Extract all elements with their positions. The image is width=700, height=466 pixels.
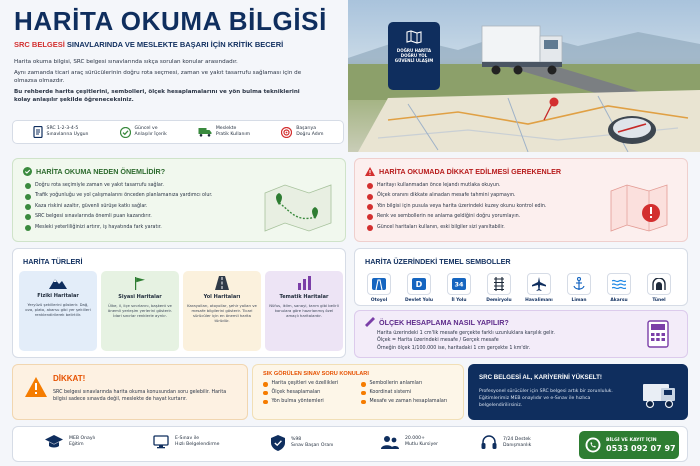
why-important-title: HARİTA OKUMA NEDEN ÖNEMLİDİR? — [36, 167, 166, 176]
list-item: Haritayı kullanmadan önce lejandı mutlaka okuyun. — [367, 181, 546, 191]
list-item: Yön bilgisi için pusula veya harita üzerindeki kuzey okunu kontrol edin. — [367, 202, 546, 212]
intro-paragraph: Bu rehberde harita çeşitlerini, sembolleri, ölçek hesaplamalarını ve yön bulma tekniklerini kolay anlaşılır şekilde öğreneceksiniz. — [14, 89, 300, 103]
list-item: Renk ve sembollerin ne anlama geldiğini doğru yorumlayın. — [367, 212, 546, 222]
route-map-icon — [263, 179, 333, 235]
warning-card — [12, 364, 248, 420]
warning-icon — [25, 377, 47, 397]
symbol-akarsu: Akarsu — [601, 273, 637, 303]
contact-button[interactable] — [579, 431, 679, 459]
career-text: Profesyonel sürücüler için SRC belgesi artık bir zorunluluk. Eğitimlerimiz MEB onaylıdır ve e-Sınav ile hızlıca belgelendirilirsiniz. — [479, 389, 613, 408]
list-item: Kaza riskini azaltır, güvenli sürüşe katkı sağlar. — [25, 202, 212, 212]
map-types-card — [12, 248, 346, 358]
svg-text:34: 34 — [454, 280, 464, 289]
list-item: SRC belgesi sınavlarında önemli puan kazandırır. — [25, 212, 212, 222]
map-types-title: HARİTA TÜRLERİ — [23, 257, 83, 266]
warning-icon — [365, 167, 375, 176]
career-title: SRC BELGESİ AL, KARİYERİNİ YÜKSELT! — [479, 374, 602, 381]
mountain-icon — [49, 276, 67, 289]
list-item: Harita çeşitleri ve özellikleri — [263, 380, 338, 389]
map-warning-icon — [609, 183, 669, 233]
contact-phone[interactable]: 0533 092 07 97 — [606, 443, 676, 453]
map-type-thematic: Tematik Haritalar Nüfus, iklim, sanayi, tarım gibi belirli konulara göre hazırlanmış özel amaçlı haritalardır. — [265, 271, 343, 351]
list-item: Trafik yoğunluğu ve yol çalışmalarını önceden planlamanıza yardımcı olur. — [25, 191, 212, 201]
list-item: Güncel haritaları kullanın, eski bilgiler sizi yanıltabilir. — [367, 223, 546, 233]
symbol-otoyol: Otoyol — [361, 273, 397, 303]
shield-check-icon — [271, 435, 285, 451]
attention-card — [354, 158, 688, 242]
feature-item: Meslekte Pratik Kullanım — [198, 126, 250, 137]
symbol-liman: Liman — [561, 273, 597, 303]
symbols-card — [354, 248, 688, 306]
bottom-item: MEB Onaylı Eğitim — [45, 435, 95, 449]
list-item: Mesleki yeterliliğinizi artırır, iş hayatında fark yaratır. — [25, 223, 212, 233]
map-type-road: Yol Haritaları Karayolları, otoyollar, şehir yolları ve mesafe bilgilerini gösterir. Ticari sürücüler için en önemli harita türüdür. — [183, 271, 261, 351]
feature-item: Başarıya Doğru Adım — [281, 126, 323, 137]
frequent-topics-card — [252, 364, 464, 420]
map-type-physical: Fiziki Haritalar Yeryüzü şekillerini gösterir. Dağ, ova, plato, akarsu gibi yer şekilleri renklendirilerek belirtilir. — [19, 271, 97, 351]
chart-icon — [297, 276, 312, 290]
headset-icon — [481, 435, 497, 450]
list-item: Sembollerin anlamları — [361, 380, 447, 389]
attention-list — [367, 181, 546, 233]
flag-icon — [133, 276, 147, 290]
feature-strip — [12, 120, 344, 144]
anchor-icon — [573, 277, 585, 291]
bottom-item: E-Sınav ile Hızlı Belgelendirme — [153, 435, 219, 449]
intro-paragraph: Harita okuma bilgisi, SRC belgesi sınavlarında sıkça sorulan konular arasındadır. — [14, 59, 238, 65]
hero-badge: DOĞRU HARİTA DOĞRU YOL GÜVENLİ ULAŞIM — [388, 22, 440, 90]
railway-icon — [494, 277, 504, 291]
target-icon — [281, 127, 292, 138]
calculator-icon — [647, 320, 669, 348]
map-type-political: Siyasi Haritalar Ülke, il, ilçe sınırlarını, başkent ve önemli yerleşim yerlerini gösterir. İdari sınırlar renklerle ayrılır. — [101, 271, 179, 351]
tunnel-icon — [652, 278, 666, 290]
airplane-icon — [532, 277, 546, 291]
whatsapp-icon — [585, 437, 601, 453]
why-list — [25, 181, 212, 233]
page-title: HARİTA OKUMA BİLGİSİ — [14, 6, 327, 36]
bottom-item: %98 Sınav Başarı Oranı — [271, 435, 333, 451]
list-item: Ölçek hesaplamaları — [263, 389, 338, 398]
frequent-topics-title: SIK GÖRÜLEN SINAV SORU KONULARI — [263, 371, 369, 377]
otoyol-icon — [372, 278, 386, 290]
road-icon — [214, 276, 230, 290]
intro-text — [14, 58, 314, 107]
bottom-item: 7/24 Destek Danışmanlık — [481, 435, 531, 450]
truck-icon — [641, 381, 679, 409]
bottom-strip — [12, 426, 688, 462]
symbol-il-yolu: 34 İl Yolu — [441, 273, 477, 303]
devlet-yolu-icon — [412, 278, 426, 290]
symbol-demiryolu: Demiryolu — [481, 273, 517, 303]
scale-text: Harita üzerindeki 1 cm'lik mesafe gerçekte farklı uzunluklara karşılık gelir. Ölçek = Harita üzerindeki mesafe / Gerçek mesafe Örneğin ölçek 1/100.000 ise, haritadaki 1 cm gerçekte 1 km'dir. — [377, 331, 555, 351]
bottom-item: 20.000+ Mutlu Kursiyer — [381, 435, 438, 449]
list-item: Yön bulma yöntemleri — [263, 398, 338, 407]
symbols-title: HARİTA ÜZERİNDEKİ TEMEL SEMBOLLER — [365, 257, 511, 266]
frequent-list-left — [263, 380, 338, 406]
truck-icon — [198, 127, 212, 137]
river-icon — [612, 279, 626, 289]
feature-item: SRC 1-2-3-4-5 Sınavlarına Uygun — [33, 126, 89, 138]
scale-title: ÖLÇEK HESAPLAMA NASIL YAPILIR? — [379, 317, 509, 327]
symbol-havalimani: Havalimanı — [521, 273, 557, 303]
list-item: Doğru rota seçimiyle zaman ve yakıt tasarrufu sağlar. — [25, 181, 212, 191]
intro-paragraph: Aynı zamanda ticari araç sürücülerinin doğru rota seçmesi, zaman ve yakıt tasarrufu sağlaması için de olmazsa olmazdır. — [14, 70, 302, 84]
map-icon — [406, 30, 422, 44]
warning-text: SRC belgesi sınavlarında harita okuma konusundan soru gelebilir. Harita bilgisi sadece sınavda değil, meslekte de hayat kurtarır. — [53, 390, 227, 403]
frequent-list-right — [361, 380, 447, 406]
feature-item: Güncel ve Anlaşılır İçerik — [120, 126, 167, 137]
why-important-card — [12, 158, 346, 242]
list-item: Mesafe ve zaman hesaplamaları — [361, 398, 447, 407]
ruler-icon — [365, 317, 375, 327]
symbol-devlet-yolu: D Devlet Yolu — [401, 273, 437, 303]
contact-label: BİLGİ VE KAYIT İÇİN — [606, 437, 657, 443]
warning-title: DİKKAT! — [53, 374, 86, 383]
page-subtitle: SRC BELGESİ SINAVLARINDA VE MESLEKTE BAŞARI İÇİN KRİTİK BECERİ — [14, 40, 284, 49]
scale-card — [354, 310, 688, 358]
check-icon — [120, 127, 131, 138]
graduation-cap-icon — [45, 435, 63, 449]
check-icon — [23, 167, 32, 176]
document-icon — [33, 126, 43, 138]
career-card — [468, 364, 688, 420]
attention-title: HARİTA OKUMADA DİKKAT EDİLMESİ GEREKENLER — [379, 167, 562, 176]
il-yolu-icon — [452, 278, 466, 290]
users-icon — [381, 435, 399, 449]
monitor-icon — [153, 435, 169, 449]
svg-text:D: D — [415, 280, 423, 289]
list-item: Koordinat sistemi — [361, 389, 447, 398]
symbol-tunel: Tünel — [641, 273, 677, 303]
list-item: Ölçek oranını dikkate alınadan mesafe tahmini yapmayın. — [367, 191, 546, 201]
